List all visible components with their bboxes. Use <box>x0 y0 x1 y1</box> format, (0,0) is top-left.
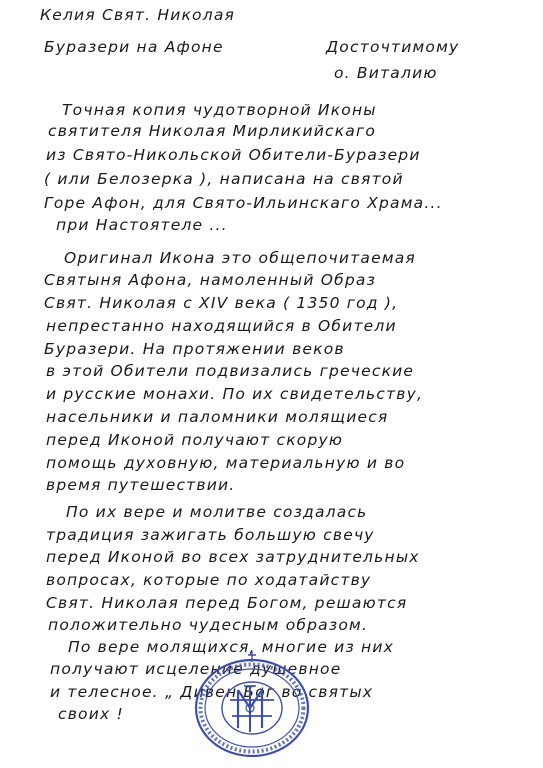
p4-line-2: получают исцеление душевное <box>50 660 342 678</box>
p3-line-5: Свят. Николая перед Богом, решаются <box>46 594 408 612</box>
monastery-seal <box>194 658 310 758</box>
p1-line-4: ( или Белозерка ), написана на святой <box>44 170 404 188</box>
p2-line-9: перед Иконой получают скорую <box>46 431 344 449</box>
p1-line-2: святителя Николая Мирликийскаго <box>48 122 377 140</box>
p2-line-7: и русские монахи. По их свидетельству, <box>46 385 424 403</box>
p3-line-3: перед Иконой во всех затруднительных <box>46 548 420 566</box>
p4-line-3: и телесное. „ Дивен Бог во святых <box>50 683 374 701</box>
header-line-2: Буразери на Афоне <box>44 38 224 56</box>
p2-line-8: насельники и паломники молящиеся <box>46 408 389 426</box>
p1-line-3: из Свято-Никольской Обители-Буразери <box>46 146 421 164</box>
p2-line-6: в этой Обители подвизались греческие <box>46 362 415 380</box>
p1-line-6: при Настоятеле ... <box>56 216 228 234</box>
p2-line-4: непрестанно находящийся в Обители <box>46 317 397 335</box>
p2-line-2: Святыня Афона, намоленный Образ <box>44 271 377 289</box>
p3-line-4: вопросах, которые по ходатайству <box>46 571 372 589</box>
addressee-line-1: Досточтимому <box>326 38 460 56</box>
p3-line-6: положительно чудесным образом. <box>48 616 369 634</box>
seal-cross-icon <box>246 652 258 662</box>
p2-line-10: помощь духовную, материальную и во <box>46 454 406 472</box>
p2-line-11: время путешествии. <box>46 476 236 494</box>
p1-line-5: Горе Афон, для Свято-Ильинскаго Храма... <box>44 194 443 212</box>
addressee-line-2: о. Виталию <box>334 64 438 82</box>
p2-line-3: Свят. Николая с XIV века ( 1350 год ), <box>44 294 399 312</box>
p2-line-1: Оригинал Икона это общепочитаемая <box>64 249 416 267</box>
p3-line-1: По их вере и молитве создалась <box>66 503 368 521</box>
p4-line-1: По вере молящихся, многие из них <box>68 638 395 656</box>
p3-line-2: традиция зажигать большую свечу <box>46 526 375 544</box>
header-line-1: Келия Свят. Николая <box>40 6 236 24</box>
seal-graphic <box>196 660 308 756</box>
p2-line-5: Буразери. На протяжении веков <box>44 340 345 358</box>
p4-line-4: своих ! <box>58 705 124 723</box>
p1-line-1: Точная копия чудотворной Иконы <box>62 101 377 119</box>
